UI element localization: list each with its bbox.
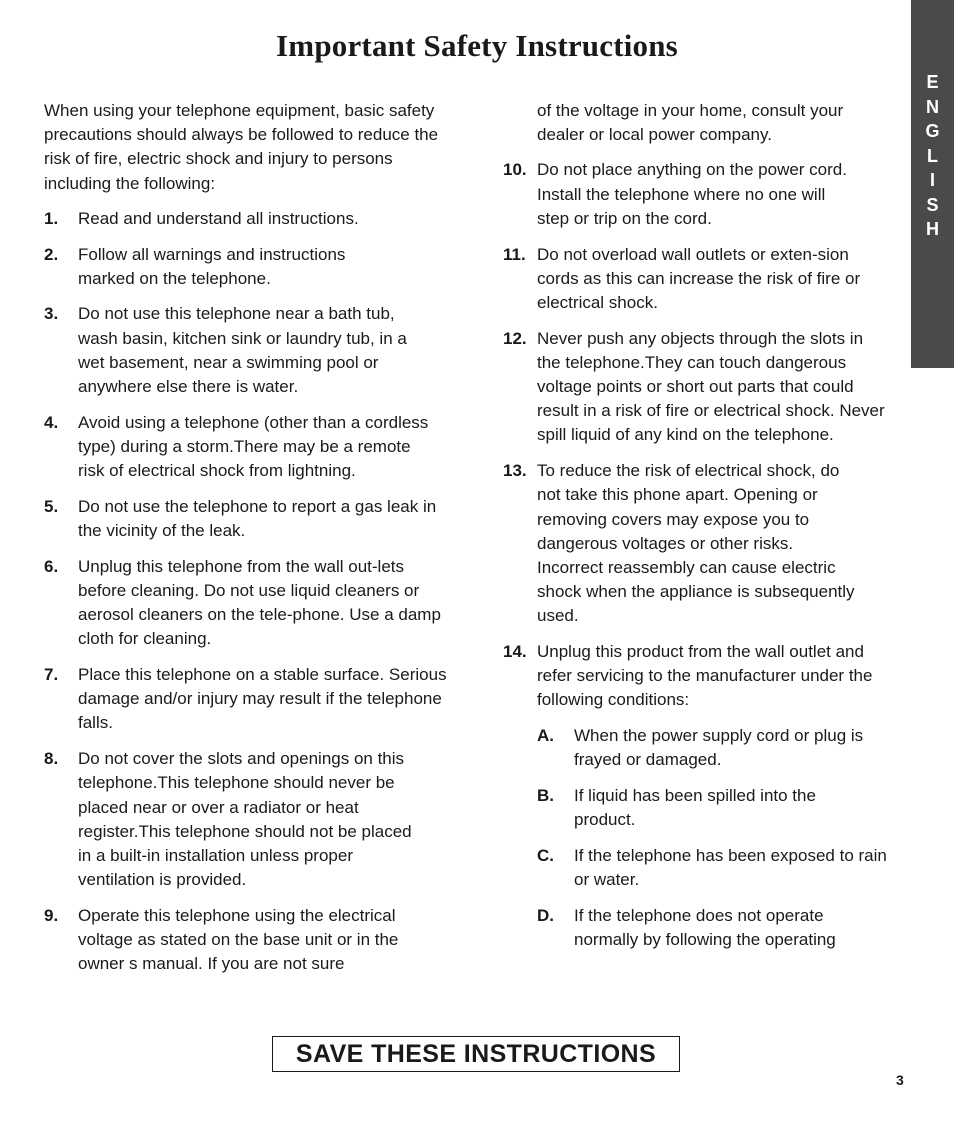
condition-letter: A. bbox=[537, 726, 554, 746]
item-text: Follow all warnings and instructions marked on the telephone. bbox=[78, 244, 346, 288]
page-number: 3 bbox=[896, 1072, 904, 1088]
save-instructions-banner: SAVE THESE INSTRUCTIONS bbox=[272, 1036, 680, 1072]
left-column bbox=[44, 99, 449, 988]
right-column bbox=[503, 99, 888, 964]
condition-item-b bbox=[503, 784, 888, 832]
instruction-item-11 bbox=[503, 243, 888, 316]
instruction-item-3 bbox=[44, 302, 449, 399]
condition-text: When the power supply cord or plug is frayed or damaged. bbox=[574, 726, 864, 770]
item-text: To reduce the risk of electrical shock, do not take this phone apart. Opening or removing covers may expose you to dangerous voltages or other risks. Incorrect reassembly can cause electric shock when the appliance is subsequently used. bbox=[537, 461, 855, 626]
item-number: 1. bbox=[44, 208, 59, 228]
item-number: 9. bbox=[44, 905, 59, 925]
condition-item-c bbox=[503, 844, 888, 892]
instruction-item-10 bbox=[503, 158, 888, 231]
item-text: Do not cover the slots and openings on this telephone.This telephone should never be placed near or over a radiator or heat register.This telephone should not be placed in a built-in installation unless proper ventilation is provided. bbox=[78, 749, 412, 890]
item-number: 4. bbox=[44, 412, 59, 432]
instruction-item-14 bbox=[503, 640, 888, 713]
language-letter: H bbox=[926, 219, 939, 239]
item-text: Do not overload wall outlets or exten-sion cords as this can increase the risk of fire or electrical shock. bbox=[537, 244, 861, 312]
instruction-item-5 bbox=[44, 495, 449, 543]
language-tab-letters bbox=[911, 70, 954, 242]
item-number: 13. bbox=[503, 461, 527, 481]
item-9-continuation: of the voltage in your home, consult your dealer or local power company. bbox=[537, 101, 844, 145]
language-letter: E bbox=[926, 72, 939, 92]
instruction-item-13 bbox=[503, 459, 888, 628]
item-number: 11. bbox=[503, 244, 526, 264]
item-text: Do not place anything on the power cord. Install the telephone where no one will step or trip on the cord. bbox=[537, 160, 847, 228]
item-number: 6. bbox=[44, 556, 59, 576]
instruction-item-9 bbox=[44, 904, 449, 977]
page-title: Important Safety Instructions bbox=[276, 28, 678, 63]
condition-item-a bbox=[503, 724, 888, 772]
item-number: 3. bbox=[44, 304, 59, 324]
item-text: Read and understand all instructions. bbox=[78, 208, 359, 228]
language-tab bbox=[911, 0, 954, 368]
condition-letter: C. bbox=[537, 845, 554, 865]
condition-item-d bbox=[503, 904, 888, 952]
item-text: Do not use the telephone to report a gas leak in the vicinity of the leak. bbox=[78, 496, 437, 541]
language-letter: I bbox=[929, 170, 935, 190]
language-letter: S bbox=[926, 194, 939, 215]
instruction-item-1 bbox=[44, 207, 449, 231]
item-text: Place this telephone on a stable surface. Serious damage and/or injury may result if the telephone falls. bbox=[78, 665, 447, 733]
item-number: 5. bbox=[44, 496, 59, 516]
intro-paragraph: When using your telephone equipment, basic safety precautions should always be followed to reduce the risk of fire, electric shock and injury to persons including the following: bbox=[44, 101, 439, 193]
condition-letter: D. bbox=[537, 905, 554, 925]
item-text: Unplug this telephone from the wall out-lets before cleaning. Do not use liquid cleaners or aerosol cleaners on the tele-phone. Use a damp cloth for cleaning. bbox=[78, 556, 441, 649]
language-letter: N bbox=[926, 96, 939, 117]
condition-text: If liquid has been spilled into the product. bbox=[574, 786, 816, 830]
instruction-item-8 bbox=[44, 747, 449, 892]
item-text: Unplug this product from the wall outlet and refer servicing to the manufacturer under the following conditions: bbox=[537, 642, 873, 710]
item-number: 7. bbox=[44, 665, 59, 685]
item-text: Never push any objects through the slots in the telephone.They can touch dangerous voltage points or short out parts that could result in a risk of fire or electrical shock. Never spill liquid of any kind on the telephone. bbox=[537, 328, 885, 445]
instruction-item-6 bbox=[44, 555, 449, 652]
item-number: 14. bbox=[503, 642, 527, 662]
condition-text: If the telephone has been exposed to rain or water. bbox=[574, 845, 887, 890]
instruction-item-7 bbox=[44, 663, 449, 736]
item-number: 12. bbox=[503, 328, 527, 348]
condition-text: If the telephone does not operate normally by following the operating bbox=[574, 905, 836, 950]
item-text: Operate this telephone using the electrical voltage as stated on the base unit or in the owner s manual. If you are not sure bbox=[78, 905, 399, 974]
instruction-item-12 bbox=[503, 327, 888, 448]
item-number: 10. bbox=[503, 160, 527, 180]
item-number: 2. bbox=[44, 244, 59, 264]
item-text: Do not use this telephone near a bath tub, wash basin, kitchen sink or laundry tub, in a wet basement, near a swimming pool or anywhere else there is water. bbox=[78, 304, 407, 397]
instruction-item-4 bbox=[44, 411, 449, 484]
language-letter: L bbox=[927, 145, 938, 166]
item-text: Avoid using a telephone (other than a cordless type) during a storm.There may be a remote risk of electrical shock from lightning. bbox=[78, 412, 429, 481]
condition-letter: B. bbox=[537, 786, 554, 806]
item-number: 8. bbox=[44, 749, 59, 769]
language-letter: G bbox=[925, 121, 940, 141]
instruction-item-2 bbox=[44, 243, 449, 291]
